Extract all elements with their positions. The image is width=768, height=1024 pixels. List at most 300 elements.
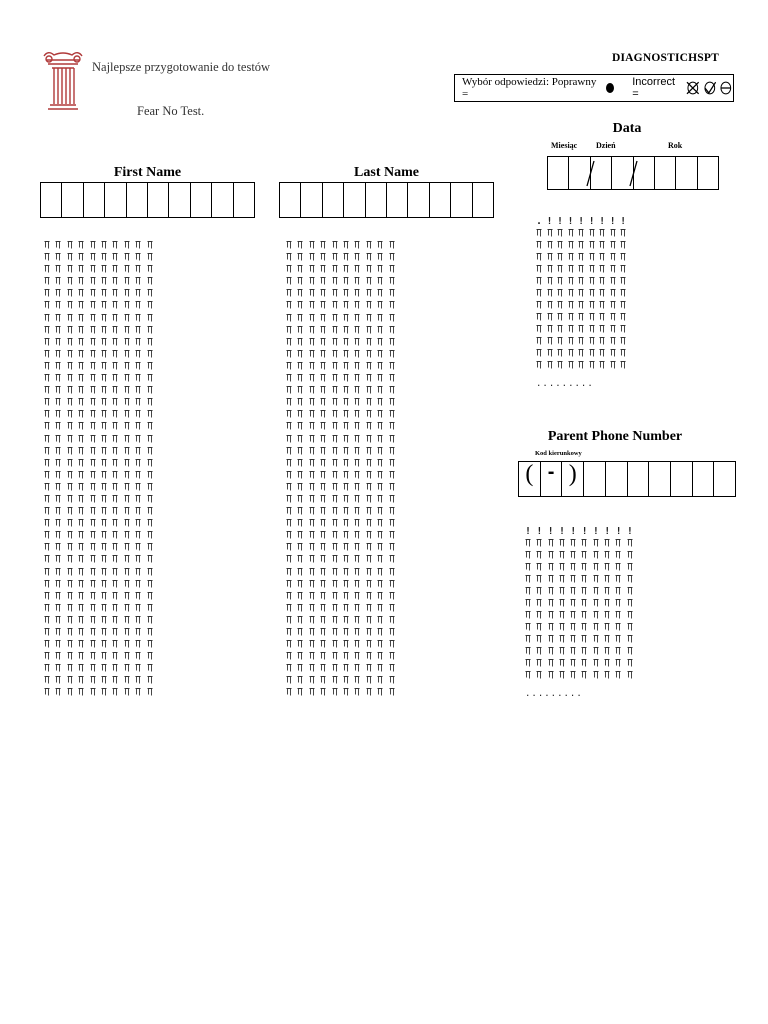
entry-box[interactable] [127,183,148,217]
answer-bubble[interactable] [536,598,547,610]
answer-bubble[interactable] [377,554,388,564]
answer-bubble[interactable] [147,240,158,250]
answer-bubble[interactable] [536,622,547,634]
answer-bubble[interactable] [112,385,123,395]
answer-bubble[interactable] [90,313,101,323]
answer-bubble[interactable] [135,385,146,395]
answer-bubble[interactable] [366,337,377,347]
answer-bubble[interactable] [90,470,101,480]
answer-bubble[interactable] [377,591,388,601]
answer-bubble[interactable] [67,373,78,383]
answer-bubble[interactable] [559,658,570,670]
entry-box[interactable] [693,462,715,496]
answer-bubble[interactable] [354,385,365,395]
answer-bubble[interactable] [101,361,112,371]
answer-bubble[interactable] [124,434,135,444]
answer-bubble[interactable] [354,349,365,359]
answer-bubble[interactable] [101,542,112,552]
answer-bubble[interactable] [90,579,101,589]
answer-bubble[interactable] [332,276,343,286]
answer-bubble[interactable] [377,603,388,613]
answer-bubble[interactable] [101,313,112,323]
answer-bubble[interactable] [389,530,400,540]
answer-bubble[interactable] [610,288,621,300]
answer-bubble[interactable] [366,639,377,649]
answer-bubble[interactable] [67,530,78,540]
answer-bubble[interactable] [124,397,135,407]
answer-bubble[interactable] [615,586,626,598]
answer-bubble[interactable] [90,446,101,456]
answer-bubble[interactable] [610,348,621,360]
answer-bubble[interactable] [377,470,388,480]
answer-bubble[interactable] [90,591,101,601]
answer-bubble[interactable] [377,397,388,407]
answer-bubble[interactable] [297,288,308,298]
answer-bubble[interactable] [615,598,626,610]
answer-bubble[interactable] [547,300,558,312]
entry-box[interactable] [473,183,493,217]
answer-bubble[interactable] [610,240,621,252]
answer-bubble[interactable] [389,337,400,347]
answer-bubble[interactable] [297,300,308,310]
answer-bubble[interactable] [354,276,365,286]
answer-bubble[interactable] [55,518,66,528]
entry-box[interactable] [714,462,735,496]
answer-bubble[interactable] [90,687,101,697]
answer-bubble[interactable] [377,409,388,419]
answer-bubble[interactable] [309,675,320,685]
answer-bubble[interactable] [90,397,101,407]
answer-bubble[interactable] [570,538,581,550]
answer-bubble[interactable] [389,579,400,589]
answer-bubble[interactable] [286,675,297,685]
answer-bubble[interactable] [547,288,558,300]
answer-bubble[interactable] [78,446,89,456]
answer-bubble[interactable] [320,240,331,250]
answer-bubble[interactable] [309,518,320,528]
answer-bubble[interactable] [101,421,112,431]
answer-bubble[interactable] [44,627,55,637]
answer-bubble[interactable] [297,639,308,649]
answer-bubble[interactable] [593,622,604,634]
answer-bubble[interactable] [366,373,377,383]
answer-bubble[interactable] [55,446,66,456]
answer-bubble[interactable] [589,348,600,360]
answer-bubble[interactable] [343,337,354,347]
answer-bubble[interactable] [44,663,55,673]
answer-bubble[interactable] [124,663,135,673]
answer-bubble[interactable] [570,574,581,586]
answer-bubble[interactable] [124,458,135,468]
answer-bubble[interactable] [44,494,55,504]
answer-bubble[interactable] [332,397,343,407]
answer-bubble[interactable] [589,312,600,324]
answer-bubble[interactable] [309,337,320,347]
answer-bubble[interactable] [536,336,547,348]
answer-bubble[interactable] [332,482,343,492]
answer-bubble[interactable] [557,348,568,360]
answer-bubble[interactable] [44,458,55,468]
answer-bubble[interactable] [112,252,123,262]
answer-bubble[interactable] [343,325,354,335]
entry-box[interactable] [649,462,671,496]
answer-bubble[interactable] [366,349,377,359]
answer-bubble[interactable] [55,506,66,516]
answer-bubble[interactable] [343,651,354,661]
answer-bubble[interactable] [55,530,66,540]
phone-bubble-grid[interactable] [525,526,638,700]
answer-bubble[interactable] [112,627,123,637]
answer-bubble[interactable] [332,470,343,480]
answer-bubble[interactable] [332,663,343,673]
answer-bubble[interactable] [147,591,158,601]
answer-bubble[interactable] [147,542,158,552]
answer-bubble[interactable] [589,288,600,300]
answer-bubble[interactable] [320,651,331,661]
answer-bubble[interactable] [286,337,297,347]
answer-bubble[interactable] [557,288,568,300]
answer-bubble[interactable] [135,603,146,613]
answer-bubble[interactable] [615,658,626,670]
answer-bubble[interactable] [112,663,123,673]
answer-bubble[interactable] [124,542,135,552]
answer-bubble[interactable] [44,337,55,347]
answer-bubble[interactable] [286,240,297,250]
answer-bubble[interactable] [354,687,365,697]
answer-bubble[interactable] [101,373,112,383]
answer-bubble[interactable] [90,567,101,577]
answer-bubble[interactable] [124,591,135,601]
answer-bubble[interactable] [147,603,158,613]
answer-bubble[interactable] [101,482,112,492]
answer-bubble[interactable] [286,397,297,407]
answer-bubble[interactable] [101,506,112,516]
answer-bubble[interactable] [354,421,365,431]
answer-bubble[interactable] [627,574,638,586]
answer-bubble[interactable] [559,610,570,622]
answer-bubble[interactable] [297,627,308,637]
answer-bubble[interactable] [354,506,365,516]
answer-bubble[interactable] [67,252,78,262]
answer-bubble[interactable] [297,421,308,431]
answer-bubble[interactable] [309,615,320,625]
answer-bubble[interactable] [547,312,558,324]
answer-bubble[interactable] [389,325,400,335]
answer-bubble[interactable] [55,675,66,685]
answer-bubble[interactable] [309,579,320,589]
answer-bubble[interactable] [101,675,112,685]
answer-bubble[interactable] [297,603,308,613]
answer-bubble[interactable] [547,228,558,240]
answer-bubble[interactable] [366,397,377,407]
answer-bubble[interactable] [135,518,146,528]
answer-bubble[interactable] [525,598,536,610]
answer-bubble[interactable] [55,313,66,323]
answer-bubble[interactable] [90,385,101,395]
answer-bubble[interactable] [147,337,158,347]
answer-bubble[interactable] [124,421,135,431]
answer-bubble[interactable] [44,530,55,540]
answer-bubble[interactable] [55,494,66,504]
answer-bubble[interactable] [67,397,78,407]
answer-bubble[interactable] [78,409,89,419]
answer-bubble[interactable] [389,470,400,480]
answer-bubble[interactable] [599,360,610,372]
answer-bubble[interactable] [78,603,89,613]
answer-bubble[interactable] [90,542,101,552]
answer-bubble[interactable] [320,603,331,613]
answer-bubble[interactable] [620,336,631,348]
answer-bubble[interactable] [90,639,101,649]
answer-bubble[interactable] [101,349,112,359]
answer-bubble[interactable] [124,313,135,323]
answer-bubble[interactable] [578,324,589,336]
answer-bubble[interactable] [377,615,388,625]
answer-bubble[interactable] [570,598,581,610]
answer-bubble[interactable] [78,591,89,601]
answer-bubble[interactable] [67,264,78,274]
answer-bubble[interactable] [55,337,66,347]
answer-bubble[interactable] [44,373,55,383]
answer-bubble[interactable] [135,651,146,661]
answer-bubble[interactable] [557,324,568,336]
answer-bubble[interactable] [135,687,146,697]
answer-bubble[interactable] [548,634,559,646]
answer-bubble[interactable] [627,634,638,646]
answer-bubble[interactable] [55,434,66,444]
answer-bubble[interactable] [286,542,297,552]
entry-box[interactable] [387,183,408,217]
answer-bubble[interactable] [343,482,354,492]
answer-bubble[interactable] [101,385,112,395]
answer-bubble[interactable] [147,434,158,444]
answer-bubble[interactable] [55,349,66,359]
answer-bubble[interactable] [559,598,570,610]
answer-bubble[interactable] [548,610,559,622]
answer-bubble[interactable] [112,675,123,685]
answer-bubble[interactable] [332,554,343,564]
answer-bubble[interactable] [67,591,78,601]
answer-bubble[interactable] [604,598,615,610]
answer-bubble[interactable] [581,586,592,598]
answer-bubble[interactable] [147,482,158,492]
answer-bubble[interactable] [78,470,89,480]
answer-bubble[interactable] [620,240,631,252]
entry-box[interactable] [430,183,451,217]
answer-bubble[interactable] [343,349,354,359]
answer-bubble[interactable] [67,506,78,516]
answer-bubble[interactable] [55,373,66,383]
answer-bubble[interactable] [366,663,377,673]
answer-bubble[interactable] [78,530,89,540]
entry-box[interactable] [105,183,126,217]
answer-bubble[interactable] [343,434,354,444]
answer-bubble[interactable] [286,325,297,335]
answer-bubble[interactable] [90,288,101,298]
answer-bubble[interactable] [135,506,146,516]
answer-bubble[interactable] [604,538,615,550]
answer-bubble[interactable] [610,312,621,324]
answer-bubble[interactable] [101,240,112,250]
answer-bubble[interactable] [112,482,123,492]
answer-bubble[interactable] [389,409,400,419]
first-name-bubble-grid[interactable] [44,240,158,700]
answer-bubble[interactable] [604,550,615,562]
answer-bubble[interactable] [389,542,400,552]
answer-bubble[interactable] [578,228,589,240]
answer-bubble[interactable] [593,574,604,586]
answer-bubble[interactable] [354,373,365,383]
answer-bubble[interactable] [332,615,343,625]
answer-bubble[interactable] [297,337,308,347]
answer-bubble[interactable] [599,252,610,264]
answer-bubble[interactable] [389,663,400,673]
answer-bubble[interactable] [90,675,101,685]
answer-bubble[interactable] [547,348,558,360]
answer-bubble[interactable] [112,240,123,250]
answer-bubble[interactable] [599,276,610,288]
answer-bubble[interactable] [366,300,377,310]
answer-bubble[interactable] [67,421,78,431]
answer-bubble[interactable] [548,622,559,634]
answer-bubble[interactable] [320,687,331,697]
answer-bubble[interactable] [90,530,101,540]
answer-bubble[interactable] [297,579,308,589]
answer-bubble[interactable] [78,663,89,673]
answer-bubble[interactable] [286,373,297,383]
answer-bubble[interactable] [354,603,365,613]
answer-bubble[interactable] [112,615,123,625]
answer-bubble[interactable] [78,349,89,359]
answer-bubble[interactable] [320,482,331,492]
answer-bubble[interactable] [525,646,536,658]
answer-bubble[interactable] [124,349,135,359]
answer-bubble[interactable] [112,530,123,540]
answer-bubble[interactable] [112,276,123,286]
answer-bubble[interactable] [389,627,400,637]
answer-bubble[interactable] [389,675,400,685]
answer-bubble[interactable] [78,627,89,637]
answer-bubble[interactable] [332,506,343,516]
answer-bubble[interactable] [559,634,570,646]
answer-bubble[interactable] [286,663,297,673]
answer-bubble[interactable] [525,658,536,670]
answer-bubble[interactable] [366,264,377,274]
date-bubble-grid[interactable] [536,216,631,390]
answer-bubble[interactable] [309,591,320,601]
answer-bubble[interactable] [604,646,615,658]
answer-bubble[interactable] [604,670,615,682]
answer-bubble[interactable] [309,421,320,431]
answer-bubble[interactable] [67,675,78,685]
answer-bubble[interactable] [44,603,55,613]
answer-bubble[interactable] [320,300,331,310]
answer-bubble[interactable] [389,361,400,371]
answer-bubble[interactable] [135,300,146,310]
answer-bubble[interactable] [320,288,331,298]
answer-bubble[interactable] [78,675,89,685]
answer-bubble[interactable] [112,300,123,310]
answer-bubble[interactable] [78,639,89,649]
answer-bubble[interactable] [135,591,146,601]
answer-bubble[interactable] [124,264,135,274]
entry-box[interactable] [344,183,365,217]
answer-bubble[interactable] [593,550,604,562]
answer-bubble[interactable] [343,264,354,274]
answer-bubble[interactable] [568,276,579,288]
answer-bubble[interactable] [67,288,78,298]
answer-bubble[interactable] [101,276,112,286]
answer-bubble[interactable] [286,409,297,419]
answer-bubble[interactable] [101,494,112,504]
answer-bubble[interactable] [366,567,377,577]
answer-bubble[interactable] [389,300,400,310]
answer-bubble[interactable] [354,482,365,492]
answer-bubble[interactable] [55,482,66,492]
answer-bubble[interactable] [297,567,308,577]
answer-bubble[interactable] [90,409,101,419]
answer-bubble[interactable] [354,494,365,504]
answer-bubble[interactable] [135,639,146,649]
answer-bubble[interactable] [320,639,331,649]
answer-bubble[interactable] [147,276,158,286]
answer-bubble[interactable] [101,264,112,274]
answer-bubble[interactable] [536,300,547,312]
first-name-boxes[interactable] [40,182,255,218]
answer-bubble[interactable] [568,288,579,300]
answer-bubble[interactable] [286,264,297,274]
answer-bubble[interactable] [525,610,536,622]
answer-bubble[interactable] [124,409,135,419]
answer-bubble[interactable] [309,663,320,673]
answer-bubble[interactable] [615,610,626,622]
answer-bubble[interactable] [309,325,320,335]
answer-bubble[interactable] [536,324,547,336]
answer-bubble[interactable] [309,627,320,637]
answer-bubble[interactable] [78,482,89,492]
answer-bubble[interactable] [377,663,388,673]
answer-bubble[interactable] [525,586,536,598]
answer-bubble[interactable] [112,470,123,480]
answer-bubble[interactable] [286,530,297,540]
answer-bubble[interactable] [147,458,158,468]
answer-bubble[interactable] [389,397,400,407]
answer-bubble[interactable] [44,385,55,395]
answer-bubble[interactable] [343,518,354,528]
answer-bubble[interactable] [578,276,589,288]
answer-bubble[interactable] [101,446,112,456]
answer-bubble[interactable] [578,300,589,312]
answer-bubble[interactable] [610,324,621,336]
answer-bubble[interactable] [377,385,388,395]
answer-bubble[interactable] [604,622,615,634]
answer-bubble[interactable] [135,675,146,685]
answer-bubble[interactable] [135,615,146,625]
answer-bubble[interactable] [112,337,123,347]
answer-bubble[interactable] [101,518,112,528]
answer-bubble[interactable] [147,579,158,589]
answer-bubble[interactable] [124,494,135,504]
answer-bubble[interactable] [343,639,354,649]
answer-bubble[interactable] [55,687,66,697]
answer-bubble[interactable] [343,385,354,395]
answer-bubble[interactable] [343,591,354,601]
answer-bubble[interactable] [309,567,320,577]
answer-bubble[interactable] [297,264,308,274]
answer-bubble[interactable] [604,634,615,646]
answer-bubble[interactable] [389,421,400,431]
answer-bubble[interactable] [55,627,66,637]
